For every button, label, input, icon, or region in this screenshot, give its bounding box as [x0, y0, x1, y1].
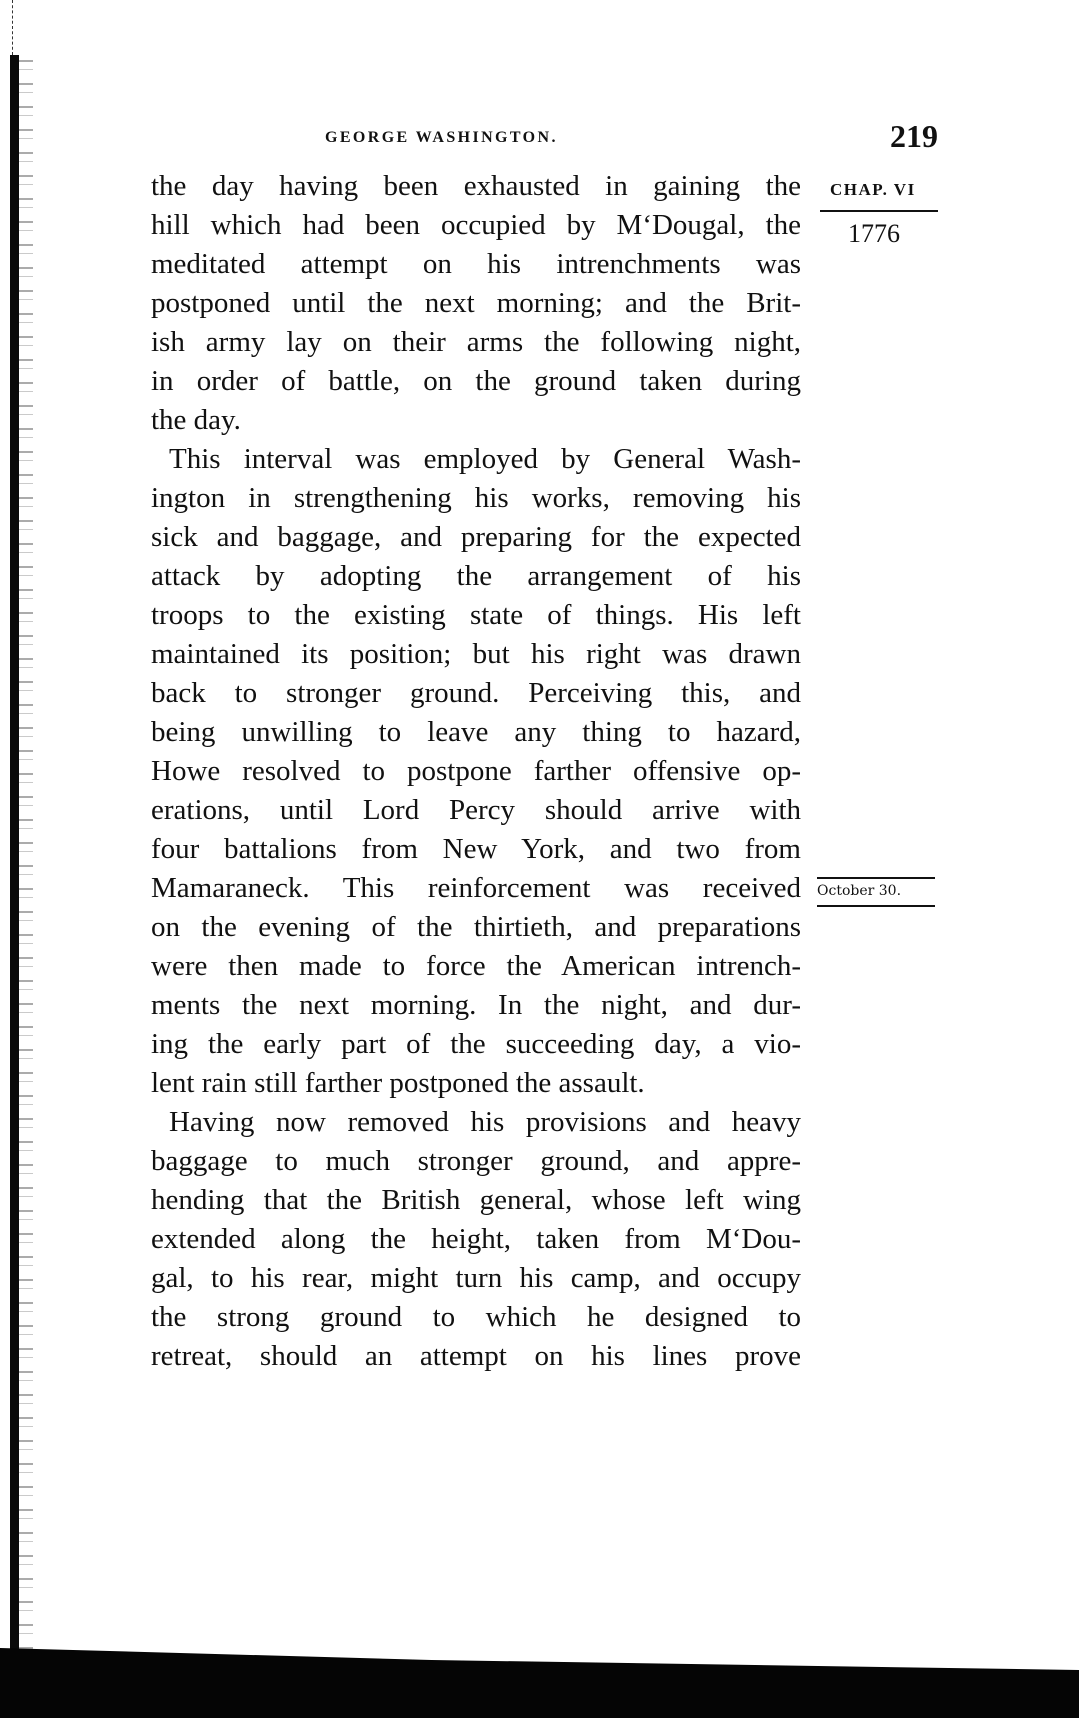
margin-date-rule-top [817, 877, 935, 879]
text-line: ing the early part of the succeeding day, a vio- [151, 1028, 801, 1060]
margin-date-note: October 30. [817, 883, 902, 899]
text-line: Howe resolved to postpone farther offensive op- [151, 755, 801, 787]
margin-year: 1776 [848, 219, 900, 248]
text-line: lent rain still farther postponed the assault. [151, 1067, 645, 1099]
binding-edge-speckle [19, 60, 33, 1650]
text-line: erations, until Lord Percy should arrive with [151, 794, 801, 826]
book-binding-edge [10, 55, 19, 1655]
text-line: troops to the existing state of things. His left [151, 599, 801, 631]
text-line: maintained its position; but his right was drawn [151, 638, 801, 670]
text-line: were then made to force the American intrench- [151, 950, 801, 982]
page-number: 219 [890, 118, 938, 154]
text-line: retreat, should an attempt on his lines prove [151, 1340, 801, 1372]
text-line: meditated attempt on his intrenchments was [151, 248, 801, 280]
text-line: sick and baggage, and preparing for the expected [151, 521, 801, 553]
text-line: ish army lay on their arms the following night, [151, 326, 801, 358]
text-line: back to stronger ground. Perceiving this, and [151, 677, 801, 709]
text-line: hending that the British general, whose left wing [151, 1184, 801, 1216]
binding-edge-top [12, 0, 14, 55]
text-line: hill which had been occupied by M‘Dougal, the [151, 209, 801, 241]
paragraph-1 [151, 167, 801, 440]
margin-date-rule-bottom [817, 905, 935, 907]
text-line: the day having been exhausted in gaining the [151, 170, 801, 202]
text-line: attack by adopting the arrangement of his [151, 560, 801, 592]
text-line: extended along the height, taken from M‘Dou- [151, 1223, 801, 1255]
paragraph-3 [151, 1103, 801, 1376]
margin-chapter-label: CHAP. VI [830, 180, 916, 199]
text-line: being unwilling to leave any thing to hazard, [151, 716, 801, 748]
text-line: the day. [151, 404, 241, 436]
body-text [151, 167, 801, 1376]
text-line: ments the next morning. In the night, and dur- [151, 989, 801, 1021]
text-line: the strong ground to which he designed to [151, 1301, 801, 1333]
text-line: baggage to much stronger ground, and appre- [151, 1145, 801, 1177]
text-line: four battalions from New York, and two from [151, 833, 801, 865]
text-line: in order of battle, on the ground taken during [151, 365, 801, 397]
margin-rule [820, 210, 938, 212]
text-line: Having now removed his provisions and heavy [169, 1106, 801, 1138]
text-line: Mamaraneck. This reinforcement was received [151, 872, 801, 904]
running-head: GEORGE WASHINGTON. [325, 129, 558, 146]
text-line: postponed until the next morning; and the Brit- [151, 287, 801, 319]
text-line: This interval was employed by General Wash- [169, 443, 801, 475]
text-line: on the evening of the thirtieth, and preparations [151, 911, 801, 943]
text-line: ington in strengthening his works, removing his [151, 482, 801, 514]
text-line: gal, to his rear, might turn his camp, and occupy [151, 1262, 801, 1294]
paragraph-2 [151, 440, 801, 1103]
scan-bottom-shadow [0, 1648, 1079, 1718]
